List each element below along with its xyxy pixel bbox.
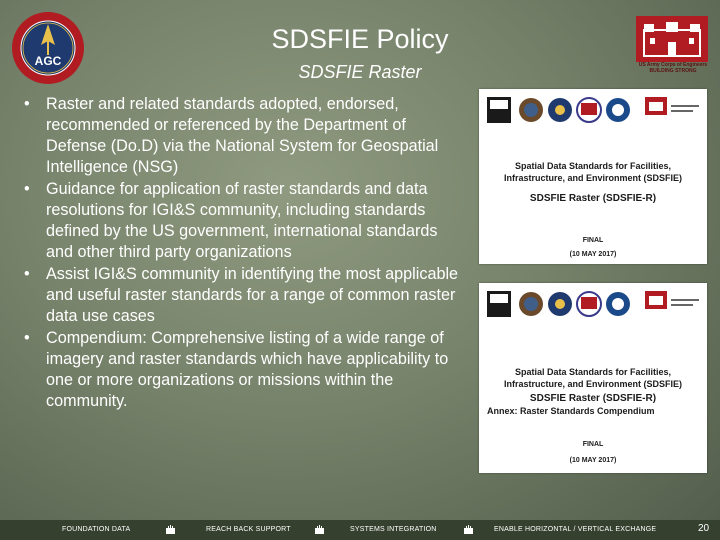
doc-date: (10 MAY 2017) [569, 251, 617, 258]
bullet-text: Assist IGI&S community in identifying the most applicable and useful raster standards for a range of common raster data use cases [46, 265, 459, 325]
doc-title-line: Spatial Data Standards for Facilities, [514, 367, 672, 377]
bullet-text: Compendium: Comprehensive listing of a wide range of imagery and raster standards which have applicability to one or more organizations or missions within the community. [46, 329, 449, 410]
usace-caption: US Army Corps of Engineers BUILDING STRONG [638, 62, 708, 74]
castle-icon [463, 524, 474, 535]
bullet-dot-icon: • [24, 329, 30, 347]
doc-status: FINAL [582, 441, 604, 448]
doc-title-main: SDSFIE Raster (SDSFIE-R) [529, 393, 657, 404]
bullet-item [24, 264, 464, 327]
doc-status: FINAL [582, 237, 604, 244]
bullet-item [24, 328, 464, 412]
bullet-item [24, 94, 464, 178]
slide-subtitle: SDSFIE Raster [298, 62, 422, 82]
agc-logo-text: AGC [34, 54, 62, 68]
bullet-item [24, 179, 464, 263]
footer-bar [0, 520, 720, 540]
bullet-dot-icon: • [24, 95, 30, 113]
bullet-list [24, 94, 464, 413]
footer-item: REACH BACK SUPPORT [206, 526, 291, 533]
doc-title-main: SDSFIE Raster (SDSFIE-R) [529, 193, 657, 204]
bullet-text: Raster and related standards adopted, endorsed, recommended or referenced by the Department of Defense (Do.D) via the National System for Geospatial Intelligence (NSG) [46, 95, 439, 176]
footer-item: FOUNDATION DATA [62, 526, 131, 533]
doc-title-line: Infrastructure, and Environment (SDSFIE) [503, 173, 683, 183]
document-cover-raster [479, 89, 707, 264]
doc-title-line: Spatial Data Standards for Facilities, [514, 161, 672, 171]
agency-logos-icon [485, 95, 701, 125]
doc-title-line: Infrastructure, and Environment (SDSFIE) [503, 379, 683, 389]
castle-icon [314, 524, 325, 535]
page-number: 20 [698, 523, 710, 534]
doc-annex: Annex: Raster Standards Compendium [487, 406, 655, 416]
bullet-dot-icon: • [24, 180, 30, 198]
bullet-text: Guidance for application of raster standards and data resolutions for IGI&S community, including standards defined by the US government, international standards and other third party organizations [46, 180, 438, 261]
document-cover-compendium [479, 283, 707, 473]
doc-date: (10 MAY 2017) [569, 457, 617, 464]
slide-title: SDSFIE Policy [271, 24, 449, 54]
bullet-dot-icon: • [24, 265, 30, 283]
agency-logos-icon [485, 289, 701, 319]
castle-icon [165, 524, 176, 535]
footer-item: ENABLE HORIZONTAL / VERTICAL EXCHANGE [494, 526, 657, 533]
footer-item: SYSTEMS INTEGRATION [350, 526, 437, 533]
